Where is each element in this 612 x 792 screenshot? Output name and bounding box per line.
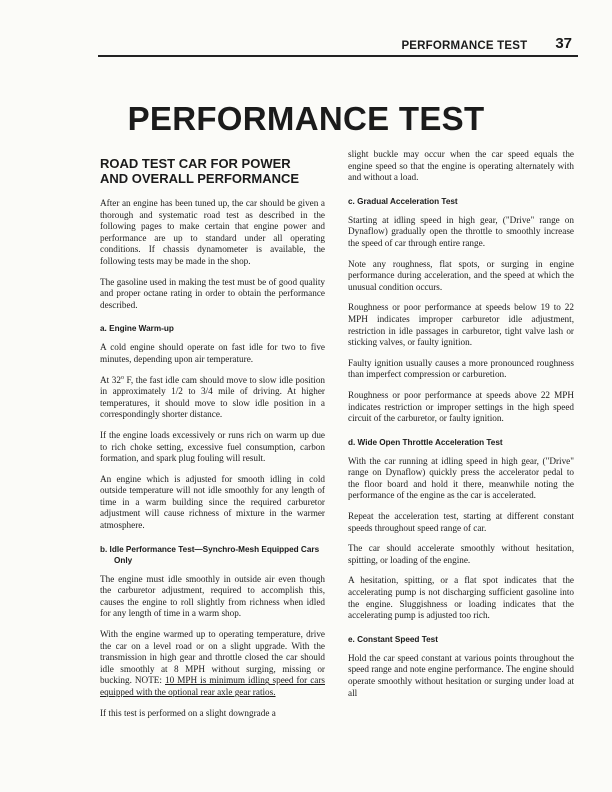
paragraph: Repeat the acceleration test, starting at different constant speeds throughout speed range of car. [348,511,574,533]
section-heading-line-1: ROAD TEST CAR FOR POWER [100,156,291,171]
paragraph-text: At 32 [100,374,121,385]
paragraph: Roughness or poor performance at speeds above 22 MPH indicates restriction or improper settings in the high speed circuit of the carburetor, or faulty ignition. [348,389,574,424]
paragraph: If the engine loads excessively or runs rich on warm up due to rich choke setting, excessive fuel consumption, carbon formation, and spark plug fouling will result. [100,429,325,464]
section-heading [100,156,325,186]
paragraph: Faulty ignition usually causes a more pronounced roughness than imperfect compression or carburetion. [348,357,574,380]
left-column [100,150,325,728]
page-title: PERFORMANCE TEST [127,100,485,137]
paragraph: After an engine has been tuned up, the car should be given a thorough and systematic road test as described in the following pages to make certain that engine power and performance are up to standard under all operating conditions. If chassis dynamometer is available, the following tests may be made in the shop. [100,198,325,266]
paragraph [100,629,325,699]
paragraph: Hold the car speed constant at various points throughout the speed range and note engine performance. The engine should operate smoothly without hesitation or surging under load at all [348,652,574,698]
subheading-engine-warm-up: a. Engine Warm-up [100,324,174,334]
paragraph: The engine must idle smoothly in outside air even though the carburetor adjustment, required to accomplish this, causes the engine to roll slightly from richness when idled for any length of time in a warm shop. [100,573,325,619]
running-header [98,34,578,57]
paragraph: Starting at idling speed in high gear, ("Drive" range on Dynaflow) gradually open the throttle to smoothly increase the speed of car through entire range. [348,214,574,248]
right-column [348,149,574,708]
header-title: PERFORMANCE TEST [401,40,528,52]
degree-sign: o [120,374,124,381]
paragraph: The gasoline used in making the test must be of good quality and proper octane rating in order to obtain the performance described. [100,276,325,310]
paragraph: The car should accelerate smoothly without hesitation, spitting, or loading of the engine. [348,543,574,565]
paragraph: Note any roughness, flat spots, or surging in engine performance during acceleration, and the speed at which the unusual condition occurs. [348,258,574,292]
paragraph: A cold engine should operate on fast idle for two to five minutes, depending upon air temperature. [100,342,325,364]
subheading-gradual-acceleration: c. Gradual Acceleration Test [348,196,458,206]
underlined-note: 10 MPH is minimum idling speed for cars equipped with the optional rear axle gear ratios. [100,675,325,697]
paragraph: Roughness or poor performance at speeds below 19 to 22 MPH indicates improper carburetor idle adjustment, restriction in idle passages in carburetor, tight valve lash or sticking valves, or faulty ignition. [348,302,574,348]
paragraph: A hesitation, spitting, or a flat spot indicates that the accelerating pump is not discharging sufficient gasoline into the engine. Sluggishness or loading indicates that the accelerating pump is adjusted too rich. [348,575,574,621]
paragraph: With the car running at idling speed in high gear, ("Drive" range on Dynaflow) quickly press the accelerator pedal to the floor board and hold it there, meanwhile noting the performance of the engine as the car is accelerated. [348,455,574,501]
subheading-idle-performance: b. Idle Performance Test—Synchro-Mesh Equipped Cars Only [100,544,320,565]
paragraph-text: With the engine warmed up to operating temperature, drive the car on a level road or on a slight upgrade. With the transmission in high gear and throttle closed the car should idle smoothly at 8 MPH without surging, missing or bucking. NOTE: [100,629,325,686]
subheading-wide-open-throttle: d. Wide Open Throttle Acceleration Test [348,437,503,447]
paragraph-text: F, the fast idle cam should move to slow idle position in approximately 1/2 to 3/4 mile of driving. At higher temperatures, it should move to slow idle position in a correspondingly shorter distance. [100,374,326,420]
page-number: 37 [555,35,572,52]
paragraph: If this test is performed on a slight downgrade a [100,707,276,718]
paragraph: slight buckle may occur when the car speed equals the engine speed so that the engine is operating alternately with and without a load. [348,149,574,183]
paragraph [100,375,325,421]
paragraph: An engine which is adjusted for smooth idling in cold outside temperature will not idle smoothly for any length of time in a warm building since the required carburetor adjustment will cause richness of mixture in the warmer atmosphere. [100,473,325,531]
section-heading-line-2: AND OVERALL PERFORMANCE [100,171,300,186]
subheading-constant-speed: e. Constant Speed Test [348,634,438,644]
